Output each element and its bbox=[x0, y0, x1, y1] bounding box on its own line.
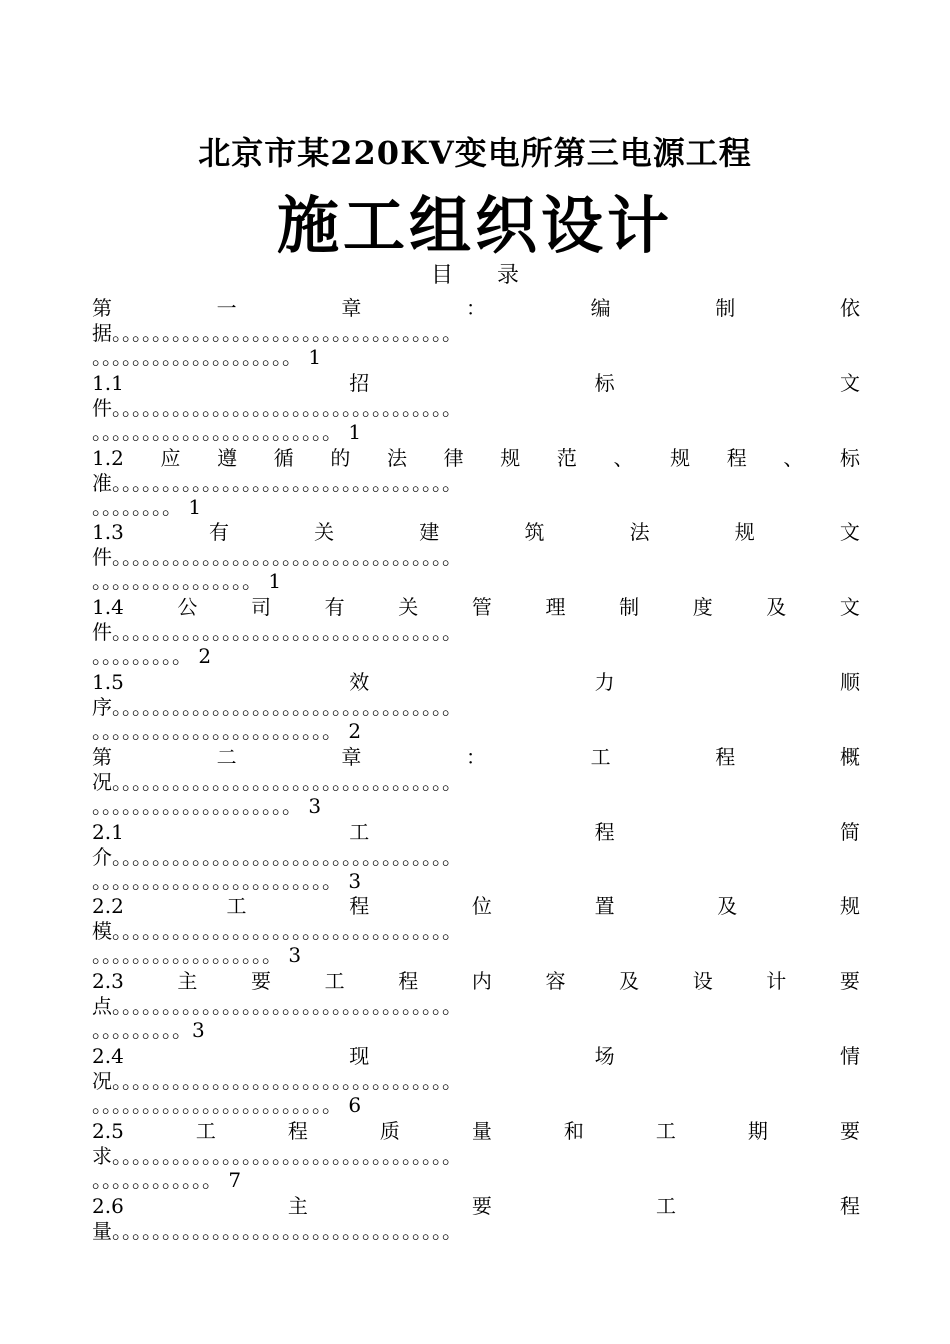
toc-title-token: 、 bbox=[783, 445, 804, 470]
dot-leader: 。。。。。。。。。。。。。。。。。。。。。。。。 bbox=[92, 1092, 349, 1117]
toc-title-token: 2.6 bbox=[92, 1193, 124, 1218]
toc-title-token: 管 bbox=[471, 595, 492, 620]
toc-entry[interactable] bbox=[92, 744, 860, 819]
toc-title-token: 量 bbox=[471, 1118, 492, 1143]
toc-page-number: 1 bbox=[188, 494, 202, 519]
toc-title-token: 标 bbox=[839, 445, 860, 470]
toc-page-number: 1 bbox=[268, 569, 282, 594]
dot-leader: 。。。。。。。。。。。。。。。。。。。。。。。。 bbox=[92, 718, 349, 743]
toc-entry-continuation: 况。。。。。。。。。。。。。。。。。。。。。。。。。。。。。。。。。。 bbox=[92, 1068, 462, 1093]
toc-title-token: 程 bbox=[287, 1118, 308, 1143]
toc-title-token: 关 bbox=[314, 520, 335, 545]
toc-title-token: 情 bbox=[839, 1043, 860, 1068]
toc-entry-continuation: 模。。。。。。。。。。。。。。。。。。。。。。。。。。。。。。。。。。 bbox=[92, 919, 462, 944]
dot-leader: 。。。。。。。。。。。。 bbox=[92, 1167, 229, 1192]
toc-page-number: 2 bbox=[198, 644, 212, 669]
toc-entry-leader bbox=[92, 569, 860, 593]
dot-leader: 。。。。。。。。 bbox=[92, 494, 189, 519]
toc-entry[interactable] bbox=[92, 445, 860, 520]
toc-title-token: 工 bbox=[349, 819, 370, 844]
toc-title-token: 容 bbox=[545, 969, 566, 994]
toc-title-token: 法 bbox=[386, 445, 407, 470]
toc-entry-leader bbox=[92, 1018, 860, 1042]
toc-title-token: 关 bbox=[398, 595, 419, 620]
toc-title-token: 程 bbox=[349, 894, 370, 919]
dot-leader: 。。。。。。。。。。。。。。。。。。。。。。。。 bbox=[92, 419, 349, 444]
toc-entry-title bbox=[92, 1193, 860, 1219]
toc-title-token: 遵 bbox=[217, 445, 238, 470]
toc-title-token: 质 bbox=[379, 1118, 400, 1143]
toc-title-token: 1.4 bbox=[92, 595, 124, 620]
toc-entry-title bbox=[92, 519, 860, 545]
toc-entry-title bbox=[92, 744, 860, 770]
toc-entry-leader bbox=[92, 1093, 860, 1117]
toc-title-token: 及 bbox=[619, 969, 640, 994]
toc-title-token: 力 bbox=[594, 669, 615, 694]
toc-title-token: 现 bbox=[349, 1043, 370, 1068]
toc-title-token: 建 bbox=[419, 520, 440, 545]
toc-title-token: 2.2 bbox=[92, 894, 124, 919]
toc-entry-continuation: 准。。。。。。。。。。。。。。。。。。。。。。。。。。。。。。。。。。 bbox=[92, 470, 462, 495]
toc-title-token: 设 bbox=[692, 969, 713, 994]
toc-title-token: 编 bbox=[590, 296, 611, 320]
toc-title-token: 工 bbox=[655, 1118, 676, 1143]
dot-leader: 。。。。。。。。。。。。。。。。 bbox=[92, 569, 269, 594]
toc-title-token: 范 bbox=[556, 445, 577, 470]
toc-title-token: 程 bbox=[715, 744, 736, 769]
dot-leader: 。。。。。。。。。 bbox=[92, 644, 199, 669]
toc-title-token: 招 bbox=[349, 370, 370, 395]
toc-title-token: 规 bbox=[839, 894, 860, 919]
toc-heading-char: 目 bbox=[430, 263, 453, 288]
toc-entry-continuation: 量。。。。。。。。。。。。。。。。。。。。。。。。。。。。。。。。。。 bbox=[92, 1218, 462, 1243]
toc-entry[interactable] bbox=[92, 819, 860, 894]
toc-entry-title bbox=[92, 295, 860, 321]
toc-entry-title bbox=[92, 968, 860, 994]
toc-entry[interactable] bbox=[92, 893, 860, 968]
toc-entry-continuation: 件。。。。。。。。。。。。。。。。。。。。。。。。。。。。。。。。。。 bbox=[92, 395, 462, 420]
toc-page-number: 1 bbox=[308, 345, 322, 369]
toc-title-token: 工 bbox=[195, 1118, 216, 1143]
toc-title-token: 法 bbox=[629, 520, 650, 545]
toc-entry[interactable] bbox=[92, 295, 860, 370]
toc-title-token: 律 bbox=[443, 445, 464, 470]
toc-title-token: 、 bbox=[613, 445, 634, 470]
toc-entry[interactable] bbox=[92, 519, 860, 594]
toc-entry-leader bbox=[92, 869, 860, 893]
toc-entry-leader bbox=[92, 345, 860, 369]
toc-title-token: 制 bbox=[715, 296, 736, 320]
toc-entry[interactable] bbox=[92, 1193, 860, 1268]
toc-entry-continuation: 据。。。。。。。。。。。。。。。。。。。。。。。。。。。。。。。。。。 bbox=[92, 321, 462, 345]
toc-entry[interactable] bbox=[92, 968, 860, 1043]
toc-title-token: 1.3 bbox=[92, 520, 124, 545]
toc-entry-title bbox=[92, 819, 860, 845]
toc-title-token: 要 bbox=[839, 1118, 860, 1143]
toc-entry-continuation: 序。。。。。。。。。。。。。。。。。。。。。。。。。。。。。。。。。。 bbox=[92, 694, 462, 719]
toc-title-token: 主 bbox=[177, 969, 198, 994]
toc-title-token: 概 bbox=[839, 744, 860, 769]
toc-heading-char: 录 bbox=[497, 263, 520, 288]
toc-entry-leader bbox=[92, 1168, 860, 1192]
toc-title-token: 文 bbox=[839, 595, 860, 620]
toc-entry[interactable] bbox=[92, 669, 860, 744]
toc-entry-title bbox=[92, 370, 860, 396]
toc-heading bbox=[0, 258, 950, 289]
toc-title-token: 主 bbox=[287, 1193, 308, 1218]
toc-title-token: 期 bbox=[747, 1118, 768, 1143]
toc-entry[interactable] bbox=[92, 370, 860, 445]
toc-title-token: 应 bbox=[160, 445, 181, 470]
toc-title-token: 二 bbox=[216, 744, 237, 769]
toc-title-token: 的 bbox=[330, 445, 351, 470]
toc-entry-title bbox=[92, 594, 860, 620]
toc-title-token: 及 bbox=[766, 595, 787, 620]
toc-entry-continuation: 件。。。。。。。。。。。。。。。。。。。。。。。。。。。。。。。。。。 bbox=[92, 620, 462, 645]
toc-title-token: 规 bbox=[734, 520, 755, 545]
toc-entry-continuation: 况。。。。。。。。。。。。。。。。。。。。。。。。。。。。。。。。。。 bbox=[92, 769, 462, 794]
toc-page-number: 1 bbox=[348, 419, 362, 444]
toc-title-token: 2.3 bbox=[92, 969, 124, 994]
toc-entry-title bbox=[92, 893, 860, 919]
toc-entry-leader bbox=[92, 495, 860, 519]
toc-entry[interactable] bbox=[92, 1043, 860, 1118]
toc-title-token: 一 bbox=[216, 296, 237, 320]
toc-page-number: 6 bbox=[348, 1092, 362, 1117]
toc-title-token: 及 bbox=[717, 894, 738, 919]
toc-title-token: 要 bbox=[471, 1193, 492, 1218]
toc-title-token: 程 bbox=[840, 1193, 860, 1218]
toc-title-token: 1.1 bbox=[92, 370, 124, 395]
toc-title-token: 文 bbox=[839, 520, 860, 545]
toc-title-token: 公 bbox=[177, 595, 198, 620]
toc-title-token: 第 bbox=[92, 744, 112, 769]
toc-title-token: 1.2 bbox=[92, 445, 124, 470]
toc-page-number: 7 bbox=[228, 1167, 242, 1192]
toc-entry-continuation: 件。。。。。。。。。。。。。。。。。。。。。。。。。。。。。。。。。。 bbox=[92, 545, 462, 570]
toc-entry-leader bbox=[92, 420, 860, 444]
toc-entry-leader bbox=[92, 943, 860, 967]
toc-title-token: 章 bbox=[341, 744, 362, 769]
toc-title-token: 要 bbox=[251, 969, 272, 994]
toc-title-token: 工 bbox=[324, 969, 345, 994]
toc-title-token: 章 bbox=[341, 296, 362, 320]
toc-title-token: 程 bbox=[726, 445, 747, 470]
toc-title-token: 效 bbox=[349, 669, 370, 694]
toc-title-token: 工 bbox=[226, 894, 247, 919]
dot-leader: 。。。。。。。。。。。。。。。。。。 bbox=[92, 943, 289, 968]
toc-title-token: 和 bbox=[563, 1118, 584, 1143]
toc-entry-title bbox=[92, 1118, 860, 1144]
dot-leader: 。。。。。。。。。。。。。。。。。。。。。。。。 bbox=[92, 868, 349, 893]
toc-entry-leader bbox=[92, 719, 860, 743]
toc-page-number: 3 bbox=[308, 793, 322, 818]
toc-title-token: 1.5 bbox=[92, 669, 124, 694]
toc-page-number: 2 bbox=[348, 718, 362, 743]
toc-title-token: 依 bbox=[839, 296, 860, 320]
toc-title-token: 2.4 bbox=[92, 1043, 124, 1068]
toc-entry-title bbox=[92, 445, 860, 471]
toc-title-token: 工 bbox=[590, 744, 611, 769]
dot-leader: 。。。。。。。。。。。。。。。。。。。。 bbox=[92, 345, 309, 369]
toc-title-token: 顺 bbox=[839, 669, 860, 694]
toc-entry-title bbox=[92, 669, 860, 695]
toc-title-token: 循 bbox=[273, 445, 294, 470]
toc-entry-title bbox=[92, 1043, 860, 1069]
toc-title-token: 简 bbox=[839, 819, 860, 844]
toc-entry-leader bbox=[92, 644, 860, 668]
toc-title-token: ： bbox=[465, 744, 486, 769]
toc-title-token: 制 bbox=[619, 595, 640, 620]
toc-page-number: 3 bbox=[288, 943, 302, 968]
dot-leader: 。。。。。。。。。。。。。。。。。。。。 bbox=[92, 793, 309, 818]
toc-title-token: 标 bbox=[594, 370, 615, 395]
toc-title-token: 理 bbox=[545, 595, 566, 620]
toc-entry[interactable] bbox=[92, 594, 860, 669]
toc-title-token: 司 bbox=[251, 595, 272, 620]
toc-title-token: 筑 bbox=[524, 520, 545, 545]
toc-title-token: 位 bbox=[471, 894, 492, 919]
toc-title-token: 有 bbox=[324, 595, 345, 620]
toc-title-token: 2.5 bbox=[92, 1118, 124, 1143]
toc-title-token: ： bbox=[465, 296, 486, 320]
toc-entry-continuation: 点。。。。。。。。。。。。。。。。。。。。。。。。。。。。。。。。。。 bbox=[92, 994, 462, 1019]
toc-title-token: 场 bbox=[594, 1043, 615, 1068]
toc-entry-continuation: 求。。。。。。。。。。。。。。。。。。。。。。。。。。。。。。。。。。 bbox=[92, 1143, 462, 1168]
toc-title-token: 程 bbox=[594, 819, 615, 844]
toc-title-token: 程 bbox=[398, 969, 419, 994]
toc-title-token: 有 bbox=[208, 520, 229, 545]
document-title: 北京市某220KV变电所第三电源工程 bbox=[198, 134, 752, 172]
toc-page-number: 3 bbox=[192, 1018, 205, 1043]
table-of-contents bbox=[92, 295, 860, 1267]
toc-title-token: 规 bbox=[500, 445, 521, 470]
toc-title-token: 计 bbox=[766, 969, 787, 994]
toc-title-token: 规 bbox=[670, 445, 691, 470]
toc-entry-continuation: 介。。。。。。。。。。。。。。。。。。。。。。。。。。。。。。。。。。 bbox=[92, 844, 462, 869]
toc-page-number: 3 bbox=[348, 868, 362, 893]
toc-title-token: 要 bbox=[839, 969, 860, 994]
toc-title-token: 内 bbox=[471, 969, 492, 994]
toc-title-token: 第 bbox=[92, 296, 112, 320]
document-subtitle: 施工组织设计 bbox=[276, 189, 673, 262]
toc-title-token: 工 bbox=[655, 1193, 676, 1218]
toc-entry-leader bbox=[92, 794, 860, 818]
toc-title-token: 文 bbox=[839, 370, 860, 395]
dot-leader: 。。。。。。。。。 bbox=[92, 1018, 192, 1043]
toc-title-token: 置 bbox=[594, 894, 615, 919]
toc-title-token: 2.1 bbox=[92, 819, 124, 844]
toc-entry[interactable] bbox=[92, 1118, 860, 1193]
toc-title-token: 度 bbox=[692, 595, 713, 620]
